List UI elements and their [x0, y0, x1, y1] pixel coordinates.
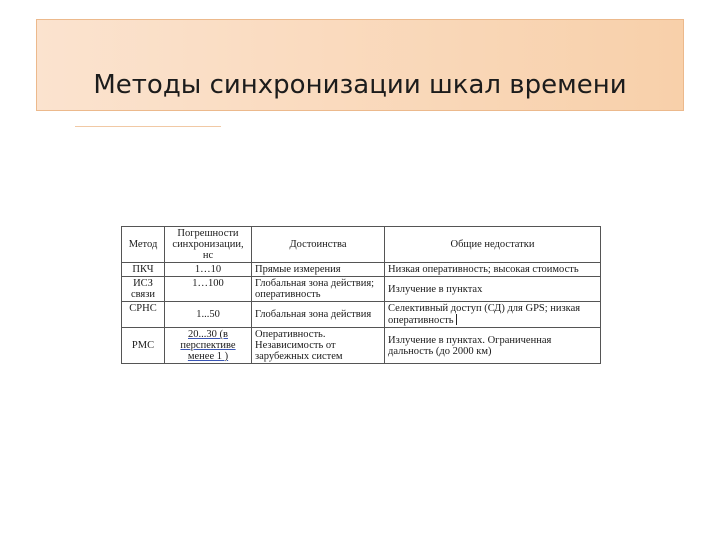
header-drawbacks: Общие недостатки — [385, 227, 601, 263]
header-error: Погрешности синхронизации, нс — [165, 227, 252, 263]
cell-drawbacks: Излучение в пунктах. Ограниченная дальность (до 2000 км) — [385, 328, 601, 364]
cell-error — [165, 328, 252, 364]
cell-method: РМС — [122, 328, 165, 364]
cell-drawbacks: Излучение в пунктах — [385, 277, 601, 302]
slide-title: Методы синхронизации шкал времени — [93, 70, 627, 100]
table-row — [122, 263, 601, 277]
drawbacks-text: Селективный доступ (СД) для GPS; низкая оперативность — [388, 303, 581, 326]
table-row — [122, 302, 601, 328]
cell-advantages: Прямые измерения — [252, 263, 385, 277]
cell-advantages: Глобальная зона действия — [252, 302, 385, 328]
table-row — [122, 328, 601, 364]
error-text: 20...30 (в перспективе менее 1 ) — [180, 329, 236, 362]
text-cursor — [456, 314, 457, 325]
cell-method: ИСЗ связи — [122, 277, 165, 302]
cell-error: 1…100 — [165, 277, 252, 302]
cell-method: ПКЧ — [122, 263, 165, 277]
table-row — [122, 277, 601, 302]
cell-error: 1…10 — [165, 263, 252, 277]
cell-drawbacks: Низкая оперативность; высокая стоимость — [385, 263, 601, 277]
sync-methods-table — [121, 226, 601, 364]
header-advantages: Достоинства — [252, 227, 385, 263]
cell-error: 1...50 — [165, 302, 252, 328]
cell-drawbacks — [385, 302, 601, 328]
header-method: Метод — [122, 227, 165, 263]
title-underline — [75, 126, 221, 127]
table-header-row — [122, 227, 601, 263]
cell-method: СРНС — [122, 302, 165, 328]
title-banner — [36, 19, 684, 111]
cell-advantages: Глобальная зона действия; оперативность — [252, 277, 385, 302]
cell-advantages: Оперативность. Независимость от зарубежных систем — [252, 328, 385, 364]
